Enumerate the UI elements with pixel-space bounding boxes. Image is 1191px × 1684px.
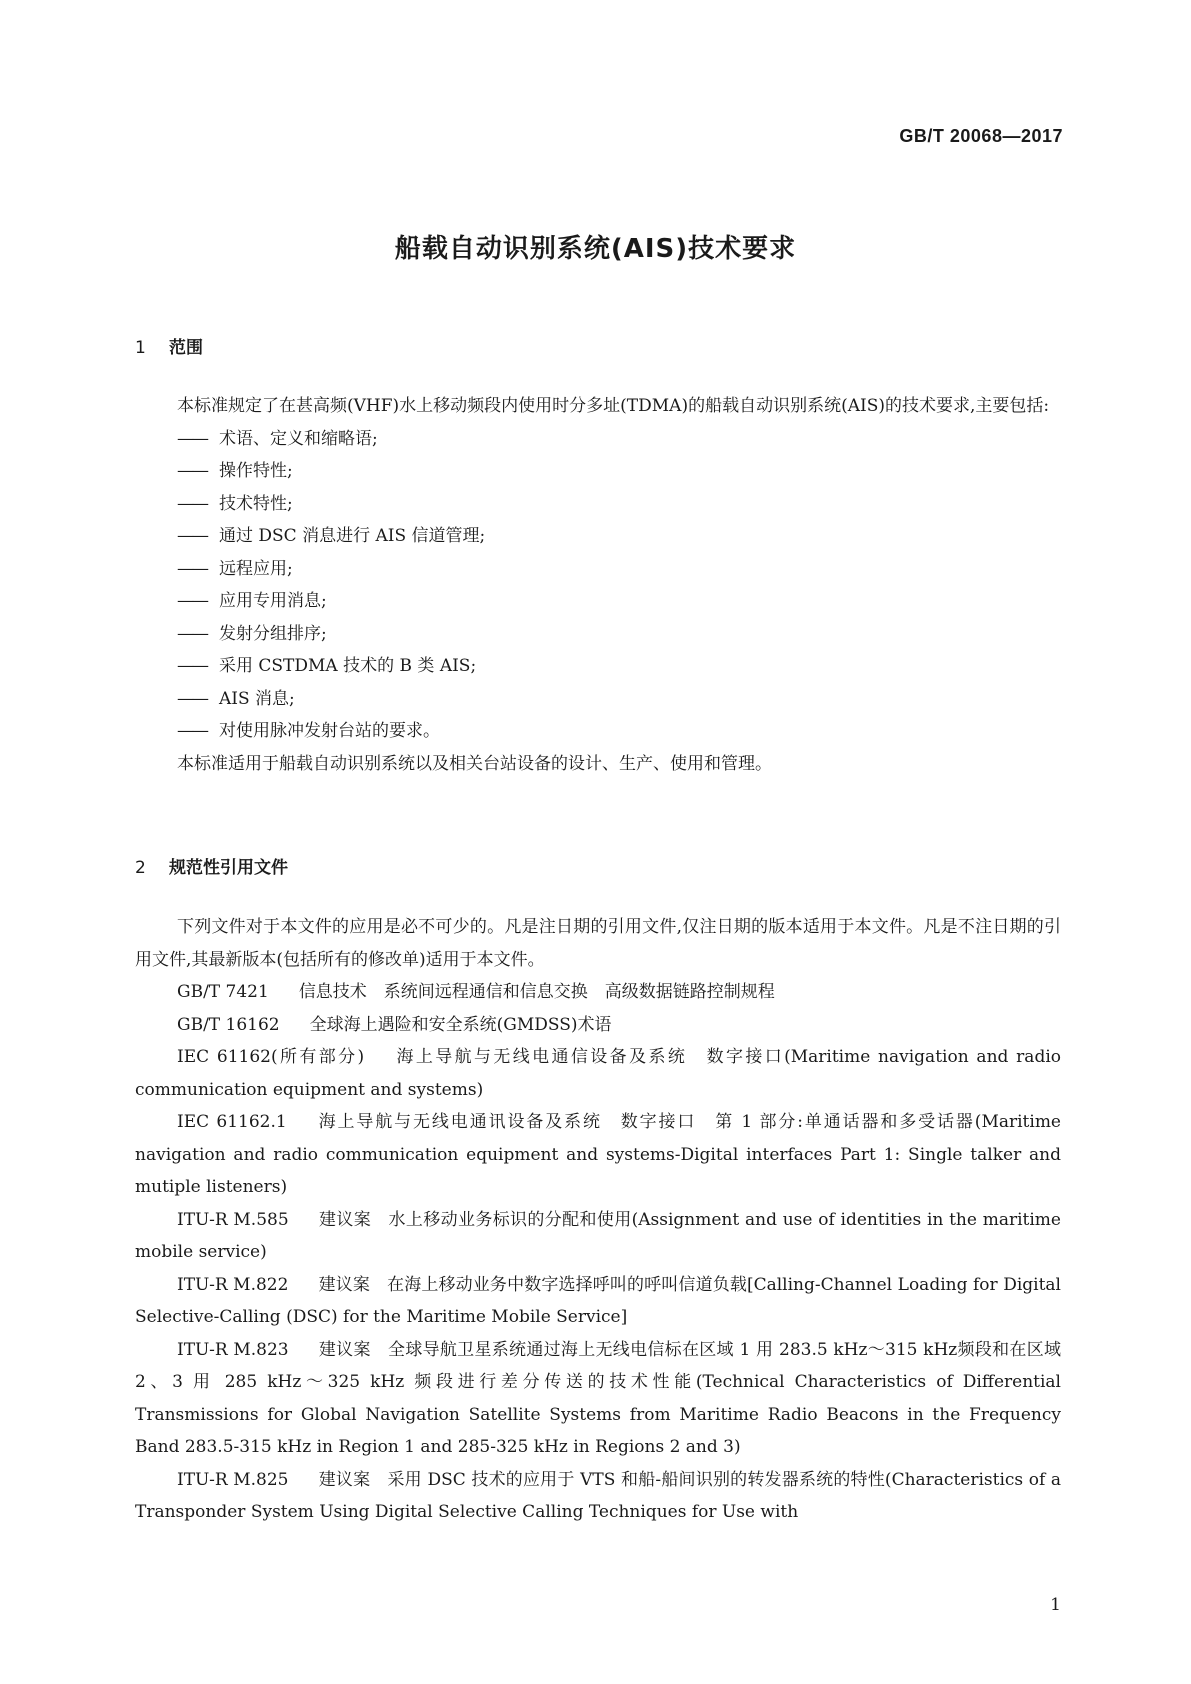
- list-dash: ——: [177, 656, 207, 676]
- section-1-heading: [135, 333, 203, 358]
- standard-code: GB/T 20068—2017: [899, 126, 1063, 146]
- reference-text: 信息技术 系统间远程通信和信息交换 高级数据链路控制规程: [298, 982, 775, 1002]
- list-item: —— 术语、定义和缩略语;: [135, 423, 1061, 456]
- list-item: —— 发射分组排序;: [135, 618, 1061, 651]
- reference-item: [135, 1334, 1061, 1464]
- reference-code: GB/T 16162: [177, 1014, 280, 1035]
- list-item: —— 对使用脉冲发射台站的要求。: [135, 715, 1061, 748]
- list-item: —— 技术特性;: [135, 488, 1061, 521]
- list-item: —— 操作特性;: [135, 455, 1061, 488]
- reference-item: [135, 1009, 1061, 1042]
- reference-code: ITU-R M.825: [177, 1469, 289, 1490]
- list-dash: ——: [177, 591, 207, 611]
- list-item: —— 采用 CSTDMA 技术的 B 类 AIS;: [135, 650, 1061, 683]
- scope-closing: 本标准适用于船载自动识别系统以及相关台站设备的设计、生产、使用和管理。: [177, 753, 772, 774]
- section-1-title: 范围: [169, 338, 203, 358]
- section-2-body: [135, 911, 1061, 1529]
- list-dash: ——: [177, 493, 207, 514]
- list-dash: ——: [177, 623, 207, 644]
- list-item: —— AIS 消息;: [135, 683, 1061, 716]
- reference-text: 建议案 采用 DSC 技术的应用于 VTS 和船-船间识别的转发器系统的特性(Characteristics of a Transponder System Using Digital Selective Calling Techniques for Use with: [135, 1469, 1061, 1522]
- reference-code: GB/T 7421: [177, 982, 269, 1002]
- reference-code: ITU-R M.823: [177, 1339, 289, 1360]
- list-dash: ——: [177, 721, 207, 741]
- reference-text: 全球海上遇险和安全系统(GMDSS)术语: [309, 1014, 612, 1035]
- scope-intro: 本标准规定了在甚高频(VHF)水上移动频段内使用时分多址(TDMA)的船载自动识别系统(AIS)的技术要求,主要包括:: [177, 396, 1050, 416]
- reference-item: [135, 1204, 1061, 1269]
- section-1-body: [135, 390, 1061, 780]
- reference-code: ITU-R M.822: [177, 1274, 289, 1295]
- reference-text: 海上导航与无线电通讯设备及系统 数字接口 第 1 部分:单通话器和多受话器(Maritime navigation and radio communication equipment and systems-Digital interfaces Part 1: Single talker and mutiple listeners): [135, 1112, 1061, 1197]
- section-2-title: 规范性引用文件: [169, 858, 288, 878]
- list-dash: ——: [177, 688, 207, 709]
- document-title: 船载自动识别系统(AIS)技术要求: [394, 234, 797, 264]
- reference-text: 建议案 全球导航卫星系统通过海上无线电信标在区域 1 用 283.5 kHz～315 kHz频段和在区域 2、3 用 285 kHz～325 kHz 频段进行差分传送的技术性能(Technical Characteristics of Differential Transmissions for Global Navigation Satellite Systems from Maritime Radio Beacons in the Frequency Band 283.5-315 kHz in Region 1 and 285-325 kHz in Regions 2 and 3): [135, 1339, 1061, 1457]
- scope-list: [135, 423, 1061, 748]
- reference-code: IEC 61162.1: [177, 1112, 287, 1132]
- reference-item: [135, 1041, 1061, 1106]
- list-item: —— 应用专用消息;: [135, 585, 1061, 618]
- list-item: —— 通过 DSC 消息进行 AIS 信道管理;: [135, 520, 1061, 553]
- reference-code: IEC 61162(所有部分): [177, 1047, 365, 1067]
- section-2-heading: [135, 853, 288, 878]
- section-1-number: 1: [135, 338, 146, 358]
- list-dash: ——: [177, 461, 207, 481]
- list-dash: ——: [177, 558, 207, 579]
- reference-text: 海上导航与无线电通信设备及系统 数字接口(Maritime navigation and radio communication equipment and systems): [135, 1047, 1061, 1100]
- list-item: —— 远程应用;: [135, 553, 1061, 586]
- section-2-number: 2: [135, 858, 146, 878]
- reference-item: [135, 1269, 1061, 1334]
- references-intro: 下列文件对于本文件的应用是必不可少的。凡是注日期的引用文件,仅注日期的版本适用于本文件。凡是不注日期的引用文件,其最新版本(包括所有的修改单)适用于本文件。: [135, 917, 1061, 970]
- list-dash: ——: [177, 428, 207, 449]
- reference-text: 建议案 在海上移动业务中数字选择呼叫的呼叫信道负载[Calling-Channel Loading for Digital Selective-Calling (DSC) for the Maritime Mobile Service]: [135, 1274, 1061, 1327]
- reference-item: [135, 1106, 1061, 1204]
- reference-code: ITU-R M.585: [177, 1209, 289, 1230]
- reference-item: [135, 1464, 1061, 1529]
- reference-item: [135, 976, 1061, 1009]
- list-dash: ——: [177, 526, 207, 546]
- reference-text: 建议案 水上移动业务标识的分配和使用(Assignment and use of identities in the maritime mobile service): [135, 1209, 1061, 1262]
- page-number: 1: [1050, 1595, 1061, 1615]
